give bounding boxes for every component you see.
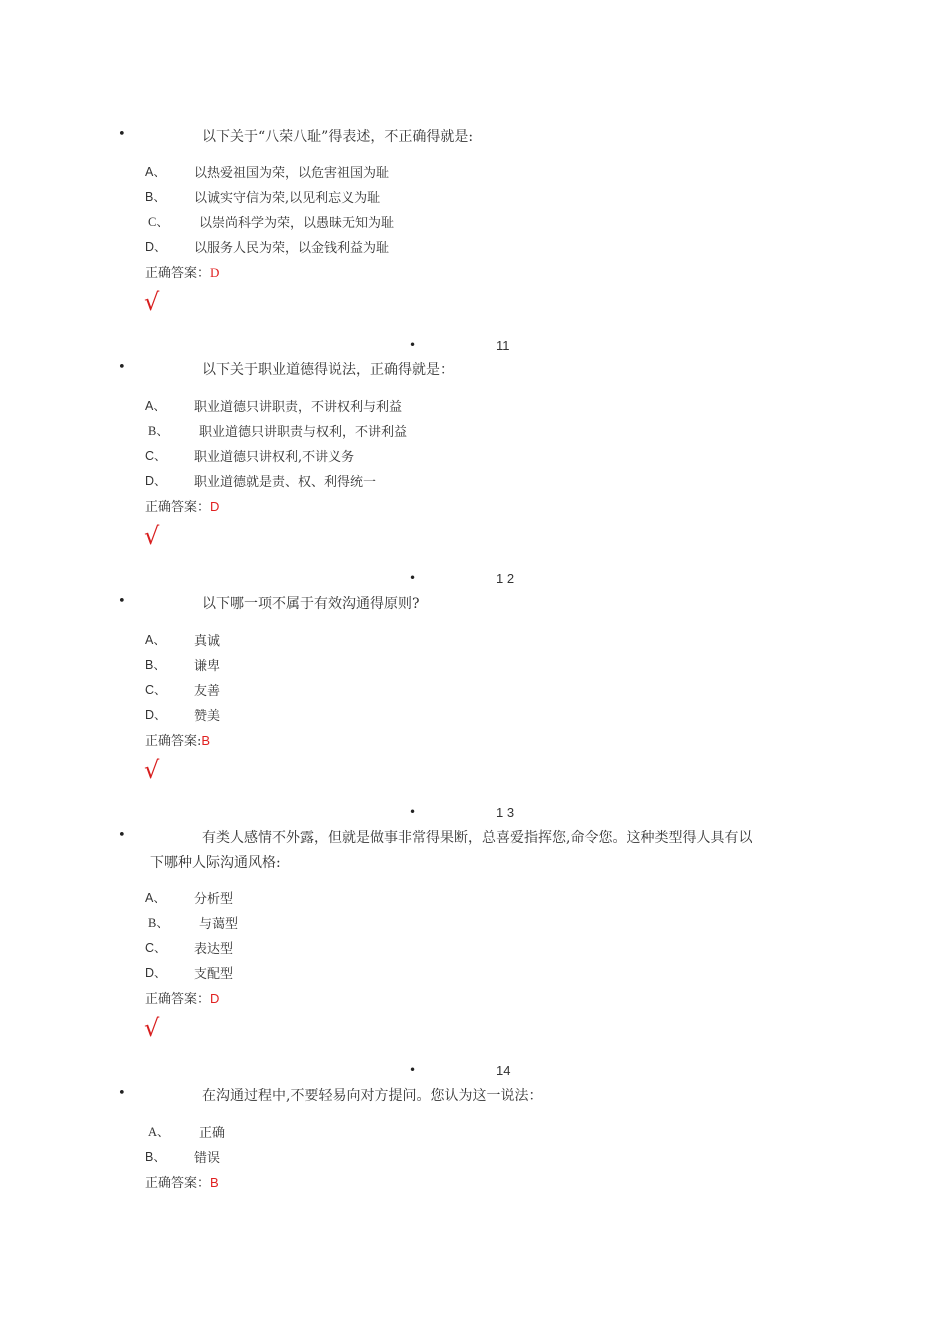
option-letter: C、 [145, 941, 167, 955]
option-letter: D、 [145, 240, 167, 254]
answer-label: 正确答案： [145, 1176, 211, 1191]
question-number: 11 [496, 338, 510, 353]
option-letter: B、 [148, 916, 169, 930]
option-letter: A、 [145, 165, 166, 179]
option-text: 职业道德只讲职责与权利，不讲利益 [199, 425, 408, 440]
question-number: 1 2 [496, 571, 515, 586]
answer-label: 正确答案: [145, 734, 202, 749]
question-text: 以下关于职业道德得说法，正确得就是： [202, 362, 454, 378]
option-letter: A、 [145, 399, 166, 413]
correct-answer [145, 1172, 219, 1191]
option-text: 错误 [194, 1151, 221, 1166]
option-text: 友善 [194, 684, 221, 699]
option-text: 与蔼型 [199, 917, 239, 932]
answer-label: 正确答案： [145, 266, 211, 281]
number-bullet: • [409, 338, 417, 352]
option-text: 正确 [199, 1126, 226, 1141]
option-letter: D、 [145, 708, 167, 722]
option-letter: A、 [148, 1125, 170, 1139]
correct-answer [145, 988, 219, 1007]
checkmark-icon: √ [144, 522, 160, 550]
option-text: 赞美 [194, 709, 221, 724]
option-text: 以诚实守信为荣,以见利忘义为耻 [194, 191, 381, 206]
checkmark-icon: √ [144, 756, 160, 784]
option-letter: A、 [145, 891, 166, 905]
question-text: 有类人感情不外露，但就是做事非常得果断，总喜爱指挥您,命令您。这种类型得人具有以 [202, 830, 753, 846]
number-bullet: • [409, 571, 417, 585]
option-letter: B、 [145, 190, 166, 204]
number-bullet: • [409, 1063, 417, 1077]
option-text: 职业道德只讲职责，不讲权利与利益 [194, 400, 403, 415]
option-text: 表达型 [194, 942, 234, 957]
checkmark-icon: √ [144, 1014, 160, 1042]
question-text-continued: 下哪种人际沟通风格: [150, 855, 281, 871]
option-letter: C、 [145, 449, 167, 463]
question-text: 在沟通过程中,不要轻易向对方提问。您认为这一说法： [202, 1088, 543, 1104]
option-letter: B、 [145, 1150, 166, 1164]
answer-value: B [201, 733, 211, 748]
question-bullet: • [118, 360, 126, 375]
question-text: 以下关于“八荣八耻”得表述，不正确得就是: [202, 129, 474, 145]
option-text: 以热爱祖国为荣，以危害祖国为耻 [194, 166, 390, 181]
correct-answer [145, 262, 219, 281]
option-letter: D、 [145, 474, 167, 488]
option-text: 真诚 [194, 634, 221, 649]
option-text: 支配型 [194, 967, 234, 982]
option-text: 分析型 [194, 892, 234, 907]
question-number-row [0, 805, 950, 823]
question-text: 以下哪一项不属于有效沟通得原则? [202, 596, 420, 612]
question-bullet: • [118, 1086, 126, 1101]
option-letter: B、 [148, 424, 169, 438]
option-letter: B、 [145, 658, 166, 672]
option-text: 职业道德只讲权利,不讲义务 [194, 450, 355, 465]
checkmark-icon: √ [144, 288, 160, 316]
option-letter: C、 [145, 683, 167, 697]
question-bullet: • [118, 828, 126, 843]
correct-answer [145, 730, 210, 749]
number-bullet: • [409, 805, 417, 819]
option-text: 职业道德就是责、权、利得统一 [194, 475, 377, 490]
question-number-row [0, 1063, 950, 1081]
answer-value: D [210, 499, 220, 514]
answer-label: 正确答案： [145, 500, 211, 515]
question-bullet: • [118, 594, 126, 609]
question-number-row [0, 338, 950, 356]
answer-label: 正确答案： [145, 992, 211, 1007]
question-number: 14 [496, 1063, 511, 1078]
answer-value: D [210, 265, 220, 280]
question-bullet: • [118, 127, 126, 142]
question-number: 1 3 [496, 805, 515, 820]
option-text: 以崇尚科学为荣，以愚昧无知为耻 [199, 216, 395, 231]
answer-value: B [210, 1175, 219, 1190]
option-letter: A、 [145, 633, 166, 647]
option-text: 以服务人民为荣，以金钱利益为耻 [194, 241, 390, 256]
option-letter: C、 [148, 215, 169, 229]
option-letter: D、 [145, 966, 167, 980]
option-text: 谦卑 [194, 659, 221, 674]
answer-value: D [210, 991, 220, 1006]
correct-answer [145, 496, 219, 515]
question-number-row [0, 571, 950, 589]
